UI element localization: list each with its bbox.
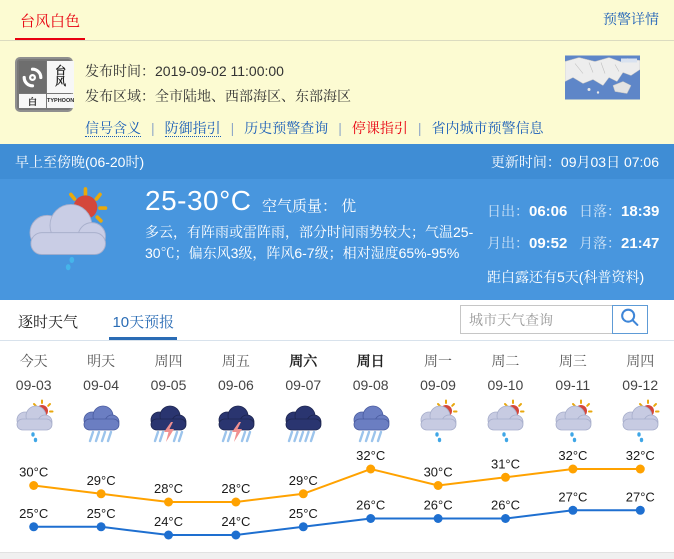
temp-label: 32°C	[625, 448, 655, 463]
sign-en: TYPHOON	[47, 94, 74, 108]
cloud-sun-drizzle-icon	[483, 399, 527, 446]
temp-label: 24°C	[221, 514, 251, 529]
publish-time-value: 2019-09-02 11:00:00	[155, 63, 284, 79]
solar-term-text: 距白露还有5天	[487, 269, 579, 285]
day-date: 09-08	[352, 377, 389, 393]
temp-point	[501, 473, 510, 482]
temp-label: 26°C	[490, 497, 521, 513]
publish-time-line	[85, 61, 284, 81]
tab-typhoon-white[interactable]: 台风白色	[15, 0, 85, 40]
temp-point	[568, 506, 577, 515]
publish-time-label: 发布时间：	[85, 63, 155, 79]
temp-label: 25°C	[19, 505, 49, 521]
temp-label: 28°C	[221, 481, 251, 496]
day-date: 09-11	[555, 377, 591, 393]
tab-ten-day-forecast[interactable]: 10天预报	[109, 300, 177, 340]
temp-label: 32°C	[356, 448, 386, 463]
link-separator: |	[338, 120, 342, 136]
temp-label: 25°C	[86, 505, 116, 521]
day-name: 周一	[424, 353, 453, 369]
update-time-line	[491, 152, 659, 172]
temp-label: 26°C	[423, 497, 453, 513]
link-history-query[interactable]: 历史预警查询	[244, 120, 329, 136]
temp-point	[164, 498, 173, 507]
link-separator: |	[230, 120, 235, 136]
temp-point	[97, 489, 106, 498]
cloud-sun-drizzle-icon	[12, 399, 56, 446]
day-name: 周三	[558, 353, 587, 369]
sunrise-value: 06:06	[529, 203, 568, 220]
temp-point	[434, 481, 443, 490]
link-defense-guide[interactable]: 防御指引	[164, 120, 221, 136]
temp-point	[501, 514, 510, 523]
moonrise	[487, 233, 579, 253]
day-names-row	[0, 351, 674, 371]
footer-strip	[0, 552, 674, 559]
cloud-heavy-rain-icon	[281, 399, 325, 446]
temp-point	[366, 465, 375, 474]
publish-area-value: 全市陆地、西部海区、东部海区	[155, 88, 351, 104]
temp-point	[299, 489, 308, 498]
day-name: 周二	[491, 353, 520, 369]
ten-day-forecast	[0, 341, 674, 552]
air-quality	[262, 195, 356, 216]
warning-header	[0, 0, 674, 41]
sunrise-label: 日出：	[487, 203, 529, 219]
typhoon-warning-sign	[15, 57, 73, 112]
cloud-rain-icon	[79, 399, 123, 446]
temp-point	[231, 498, 240, 507]
day-name: 周五	[221, 353, 250, 369]
temp-point	[366, 514, 375, 523]
temp-label: 27°C	[625, 489, 655, 505]
sign-char-1: 台	[55, 65, 67, 77]
day-date: 09-06	[217, 377, 254, 393]
weather-description: 多云，有阵雨或雷阵雨，部分时间雨势较大；气温25-30℃；偏东风3级，阵风6-7级；相对湿度65%-95%	[145, 224, 474, 261]
day-dates-row	[0, 377, 674, 393]
temp-label: 30°C	[423, 464, 453, 480]
update-time-label: 更新时间：	[490, 153, 561, 170]
search-icon	[618, 306, 642, 333]
typhoon-spiral-icon	[19, 61, 46, 93]
link-signal-meaning[interactable]: 信号含义	[85, 120, 141, 136]
cloud-sun-drizzle-icon	[416, 399, 460, 446]
day-name: 周六	[289, 353, 318, 369]
publish-area-line	[85, 86, 351, 106]
link-separator: |	[151, 120, 155, 136]
temp-label: 25°C	[288, 505, 318, 521]
air-quality-label: 空气质量：	[262, 198, 342, 215]
temp-point	[29, 481, 38, 490]
update-time-value: 09月03日 07:06	[560, 153, 659, 170]
day-date: 09-04	[83, 377, 119, 393]
sunset-value: 18:39	[621, 203, 660, 220]
solar-term-line	[487, 267, 644, 287]
warning-info-section	[0, 41, 674, 144]
temp-label: 26°C	[356, 497, 386, 513]
temp-label: 31°C	[490, 456, 521, 472]
temp-point	[29, 522, 38, 531]
city-search	[460, 305, 648, 334]
temp-label: 24°C	[153, 514, 184, 529]
temp-point	[636, 465, 645, 474]
moonrise-value: 09:52	[529, 235, 568, 252]
link-province-warnings[interactable]: 省内城市预警信息	[431, 120, 544, 136]
temp-label: 28°C	[153, 481, 184, 496]
temp-label: 27°C	[558, 489, 588, 505]
period-banner	[0, 144, 674, 179]
temp-point	[434, 514, 443, 523]
tab-hourly-weather[interactable]: 逐时天气	[18, 314, 79, 331]
day-name: 周四	[154, 353, 183, 369]
search-button[interactable]	[612, 305, 648, 334]
day-date: 09-09	[420, 377, 456, 393]
temp-point	[636, 506, 645, 515]
forecast-period: 早上至傍晚(06-20时)	[15, 153, 145, 170]
thunderstorm-icon	[146, 399, 190, 446]
city-search-input[interactable]	[460, 305, 612, 334]
day-date: 09-03	[15, 377, 52, 393]
day-icons-row	[0, 399, 674, 445]
temp-label: 29°C	[86, 472, 116, 488]
current-weather-panel	[0, 179, 674, 300]
day-name: 明天	[87, 353, 116, 369]
sunrise	[487, 201, 579, 221]
day-name: 周日	[356, 353, 385, 369]
day-date: 09-05	[150, 377, 187, 393]
cloud-sun-rain-icon	[20, 187, 120, 276]
link-class-suspension[interactable]: 停课指引	[351, 120, 408, 136]
cloud-sun-drizzle-icon	[618, 399, 662, 446]
warning-detail-link[interactable]: 预警详情	[603, 11, 659, 27]
link-separator: |	[417, 120, 422, 136]
sunset	[579, 201, 671, 221]
moonset	[579, 233, 671, 253]
moonrise-label: 月出：	[487, 235, 529, 251]
temperature-range: 25-30°C	[145, 185, 252, 216]
temp-chart	[0, 448, 674, 552]
warning-map-thumbnail[interactable]	[565, 55, 640, 100]
temp-point	[231, 531, 240, 540]
day-date: 09-12	[622, 377, 659, 393]
forecast-tabbar	[0, 300, 674, 341]
sign-level: 白	[19, 94, 46, 108]
thunderstorm-icon	[214, 399, 258, 446]
warning-links-row	[85, 118, 544, 138]
temp-label: 30°C	[19, 464, 49, 480]
temp-label: 32°C	[558, 448, 588, 463]
moonset-label: 月落：	[579, 235, 621, 251]
cloud-sun-drizzle-icon	[551, 399, 595, 446]
air-quality-value: 优	[341, 198, 357, 215]
sign-name	[47, 61, 74, 93]
solar-term-link[interactable]: (科普资料)	[578, 269, 645, 285]
day-name: 周四	[626, 353, 655, 369]
temp-point	[568, 465, 577, 474]
cloud-rain-icon	[349, 399, 393, 446]
sunset-label: 日落：	[579, 203, 621, 219]
temp-point	[97, 522, 106, 531]
temp-point	[299, 522, 308, 531]
temp-point	[164, 531, 173, 540]
sign-char-2: 风	[55, 76, 67, 88]
sun-moon-times	[487, 201, 671, 253]
moonset-value: 21:47	[621, 235, 660, 252]
temp-label: 29°C	[288, 472, 318, 488]
day-date: 09-07	[285, 377, 322, 393]
day-date: 09-10	[487, 377, 524, 393]
day-name: 今天	[19, 353, 48, 369]
publish-area-label: 发布区域：	[85, 88, 155, 104]
